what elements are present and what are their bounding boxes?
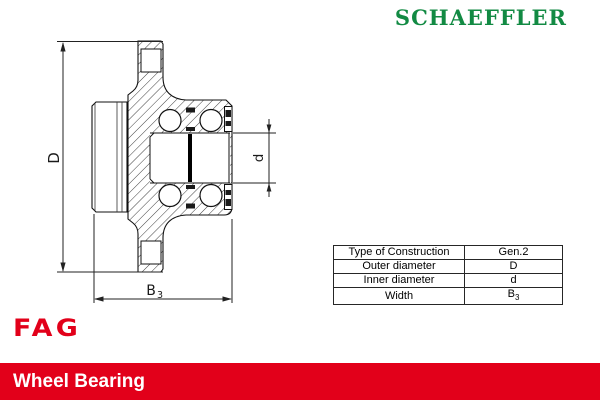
spec-table: [333, 245, 563, 305]
table-row: [334, 288, 563, 305]
dim-label-width: B: [146, 283, 156, 299]
fag-logo: FAG: [13, 314, 82, 342]
table-row: [334, 246, 563, 260]
dim-label-inner-diameter: d: [251, 153, 267, 163]
arrow-D-bottom: [60, 263, 65, 273]
arrow-D-top: [60, 42, 65, 52]
bolt-hole-bottom: [141, 241, 161, 264]
footer-title: Wheel Bearing: [13, 370, 145, 392]
schaeffler-logo: SCHAEFFLER: [394, 5, 567, 30]
arrow-B3-left: [94, 296, 104, 301]
inner-ring-joint: [188, 134, 192, 182]
footer-bar: [0, 363, 600, 400]
spec-value-main: B: [507, 288, 515, 300]
spec-label: Width: [334, 288, 465, 305]
spec-value: D: [465, 260, 563, 274]
spec-value-sub: 3: [514, 293, 520, 303]
spec-value: Gen.2: [465, 246, 563, 260]
table-row: [334, 274, 563, 288]
arrow-d-bottom: [267, 183, 272, 192]
spec-label: Inner diameter: [334, 274, 465, 288]
spec-label: Type of Construction: [334, 246, 465, 260]
table-row: [334, 260, 563, 274]
spec-label: Outer diameter: [334, 260, 465, 274]
dim-label-outer-diameter: D: [45, 152, 63, 164]
bolt-hole-top: [141, 49, 161, 72]
spec-value: d: [465, 274, 563, 288]
dim-label-width-sub: 3: [156, 290, 164, 301]
arrow-B3-right: [223, 296, 233, 301]
arrow-d-top: [267, 125, 272, 134]
spec-value: [465, 288, 563, 305]
